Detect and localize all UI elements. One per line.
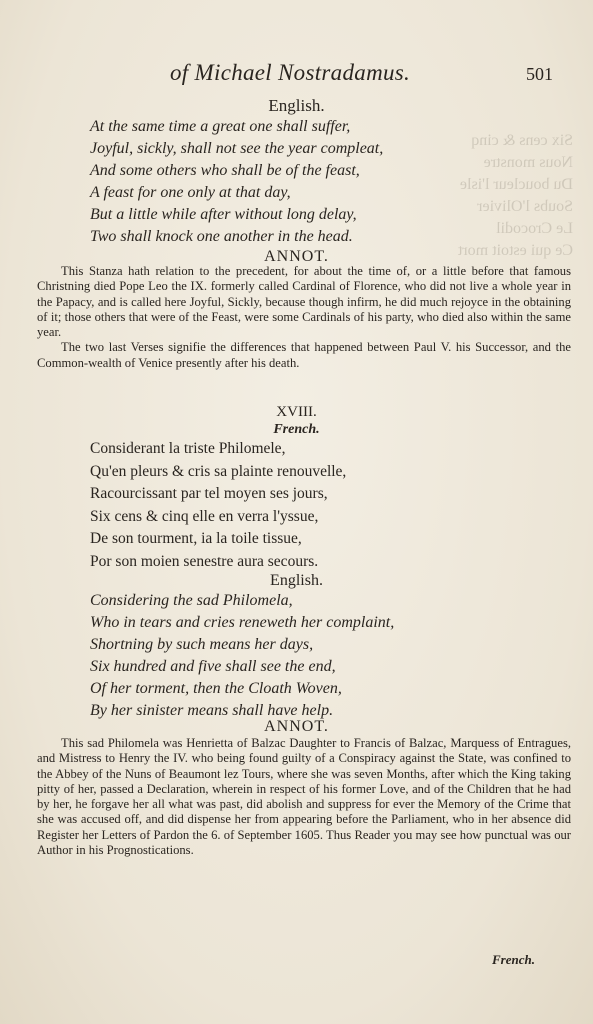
verse-line: But a little while after without long delay, — [90, 206, 357, 223]
english-verse — [90, 116, 520, 248]
show-through-line: Du boucleur l'isle — [459, 176, 573, 193]
verse-line: Joyful, sickly, shall not see the year compleat, — [90, 140, 384, 157]
page-number: 501 — [526, 64, 553, 84]
verse-line: De son tourment, ia la toile tissue, — [90, 530, 302, 547]
annotation-paragraph: This Stanza hath relation to the precedent, for about the time of, or a little before that famous Christning died Pope Leo the IX. formerly called Cardinal of Florence, who did not live a whole year in the Papacy, and is called here Joyful, Sickly, because though infirm, he did much rejoyce in the obtaining of it; those others that were of the Feast, were some Cardinals of his party, who died also within the same year. — [37, 264, 571, 340]
verse-line: By her sinister means shall have help. — [90, 702, 334, 719]
annot-heading: ANNOT. — [264, 248, 329, 265]
verse-line: Two shall knock one another in the head. — [90, 228, 353, 245]
verse-line: Who in tears and cries reneweth her complaint, — [90, 614, 395, 631]
french-verse — [90, 438, 520, 573]
annotation-text — [37, 736, 571, 858]
french-heading: French. — [273, 422, 320, 437]
stanza-number: XVIII. — [276, 404, 317, 420]
show-through-line: Ce qui estoit mort — [457, 242, 573, 259]
english-heading: English. — [270, 572, 323, 589]
annotation-text — [37, 264, 571, 371]
show-through-line: Le Crocodil — [496, 220, 573, 237]
show-through-line: Six cens & cinq — [471, 132, 573, 149]
verse-line: Of her torment, then the Cloath Woven, — [90, 680, 342, 697]
english-verse — [90, 590, 520, 722]
verse-line: Considering the sad Philomela, — [90, 592, 293, 609]
verse-line: Racourcissant par tel moyen ses jours, — [90, 485, 328, 502]
show-through-line: Soubs l'Olivier — [477, 198, 573, 215]
english-heading: English. — [268, 96, 325, 115]
verse-line: Qu'en pleurs & cris sa plainte renouvelle, — [90, 462, 347, 480]
verse-line: And some others who shall be of the feast, — [90, 162, 360, 179]
verse-line: Shortning by such means her days, — [90, 636, 314, 653]
verse-line: At the same time a great one shall suffer, — [90, 118, 351, 135]
verse-line: Six hundred and five shall see the end, — [90, 658, 336, 675]
verse-line: Por son moien senestre aura secours. — [90, 552, 319, 570]
verse-line: A feast for one only at that day, — [90, 184, 291, 201]
page-header — [0, 60, 593, 92]
catchword: French. — [492, 952, 535, 967]
verse-line: Six cens & cinq elle en verra l'yssue, — [90, 507, 319, 525]
annotation-paragraph: This sad Philomela was Henrietta of Balzac Daughter to Francis of Balzac, Marquess of Entragues, and Mistress to Henry the IV. who being found guilty of a Conspiracy against the State, was confined to the Abbey of the Nuns of Beaumont lez Tours, where she was seven Months, after which the King taking pitty of her, passed a Declaration, wherein in respect of his former Love, and of the Children that he had by her, he forgave her all what was past, did abolish and suppress for ever the Memory of the Crime that she was accused off, and did dispense her from appearing before the Parliament, who in her absence did Register her Letters of Pardon the 6. of September 1605. Thus Reader you may see how punctual was our Author in his Prognostications. — [37, 736, 571, 858]
annot-heading: ANNOT. — [264, 718, 329, 735]
verse-line: Considerant la triste Philomele, — [90, 440, 286, 457]
show-through-line: Nous monstre — [483, 154, 573, 171]
annotation-paragraph: The two last Verses signifie the differences that happened between Paul V. his Successor, and the Common-wealth of Venice presently after his death. — [37, 340, 571, 370]
running-title: of Michael Nostradamus. — [170, 60, 411, 85]
